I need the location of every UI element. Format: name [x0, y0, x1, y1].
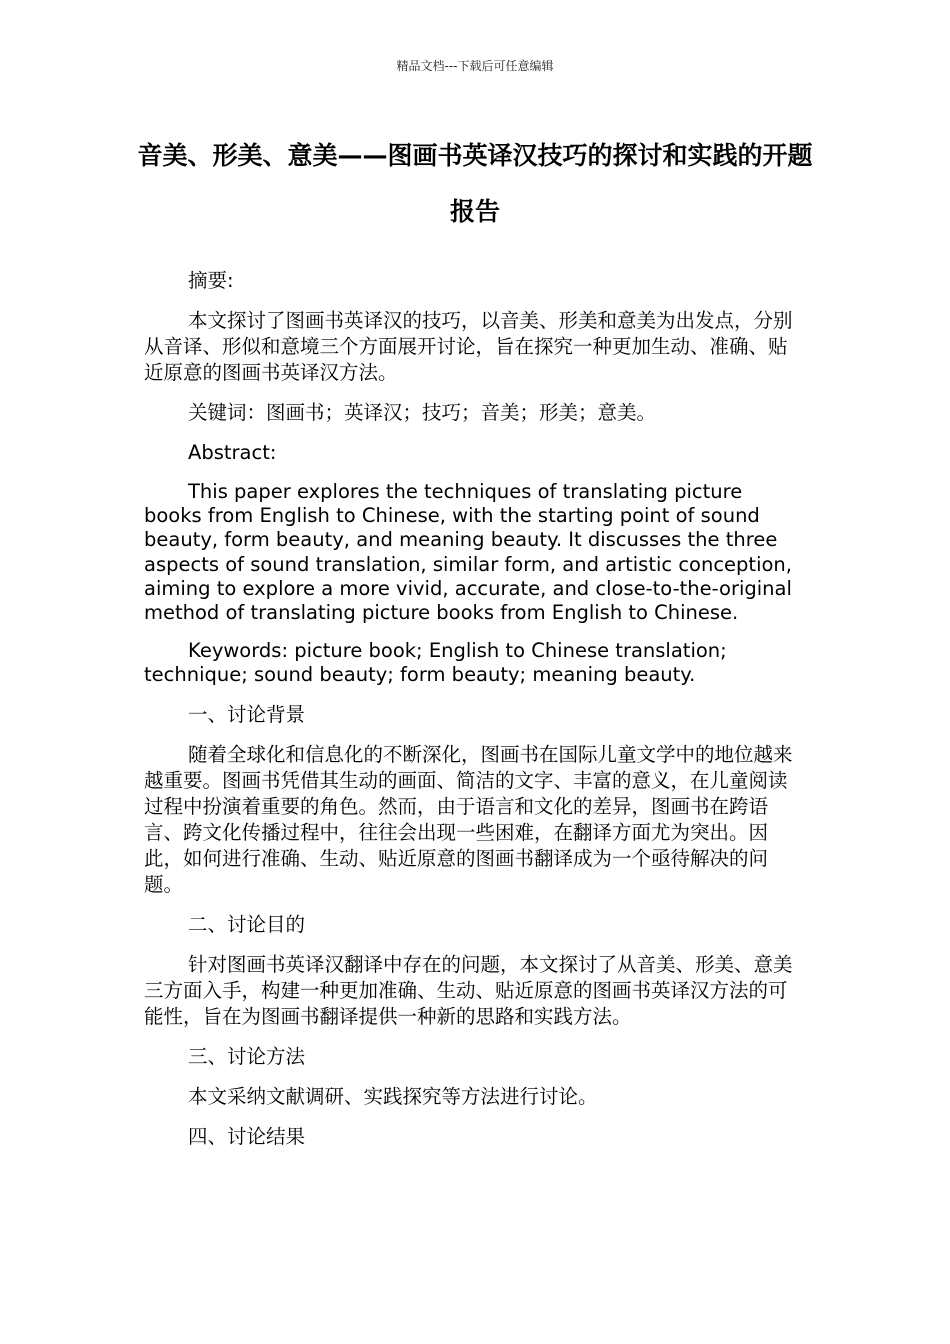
section-body-method: 本文采纳文献调研、实践探究等方法进行讨论。 — [188, 1084, 598, 1108]
document-body — [144, 268, 804, 1164]
abstract-cn-label: 摘要: — [188, 269, 234, 292]
abstract-en-text: This paper explores the techniques of translating picture books from English to Chinese, with the starting point of sound beauty, form beauty, and meaning beauty. It discusses the three aspects of sound translation, similar form, and artistic conception, aiming to explore a more vivid, accurate, and close-to-the-original method of translating picture books from English to Chinese. — [144, 480, 792, 625]
section-heading-method: 三、讨论方法 — [188, 1044, 306, 1068]
abstract-en-label: Abstract: — [188, 441, 277, 464]
section-heading-results: 四、讨论结果 — [188, 1124, 306, 1148]
section-body-purpose: 针对图画书英译汉翻译中存在的问题，本文探讨了从音美、形美、意美三方面入手，构建一种更加准确、生动、贴近原意的图画书英译汉方法的可能性，旨在为图画书翻译提供一种新的思路和实践方法。 — [144, 952, 793, 1028]
keywords-en: Keywords: picture book; English to Chinese translation; technique; sound beauty; form beauty; meaning beauty. — [144, 639, 727, 687]
document-title: 音美、形美、意美——图画书英译汉技巧的探讨和实践的开题报告 — [137, 141, 813, 226]
section-heading-purpose: 二、讨论目的 — [188, 912, 306, 936]
abstract-cn-text: 本文探讨了图画书英译汉的技巧，以音美、形美和意美为出发点，分别从音译、形似和意境三个方面展开讨论，旨在探究一种更加生动、准确、贴近原意的图画书英译汉方法。 — [144, 309, 793, 384]
section-body-background: 随着全球化和信息化的不断深化，图画书在国际儿童文学中的地位越来越重要。图画书凭借其生动的画面、简洁的文字、丰富的意义，在儿童阅读过程中扮演着重要的角色。然而，由于语言和文化的差异，图画书在跨语言、跨文化传播过程中，往往会出现一些困难，在翻译方面尤为突出。因此，如何进行准确、生动、贴近原意的图画书翻译成为一个亟待解决的问题。 — [144, 742, 793, 896]
section-heading-background: 一、讨论背景 — [188, 702, 306, 726]
keywords-cn: 关键词：图画书；英译汉；技巧；音美；形美；意美。 — [188, 401, 657, 424]
page-header-note: 精品文档---下载后可任意编辑 — [396, 59, 554, 73]
